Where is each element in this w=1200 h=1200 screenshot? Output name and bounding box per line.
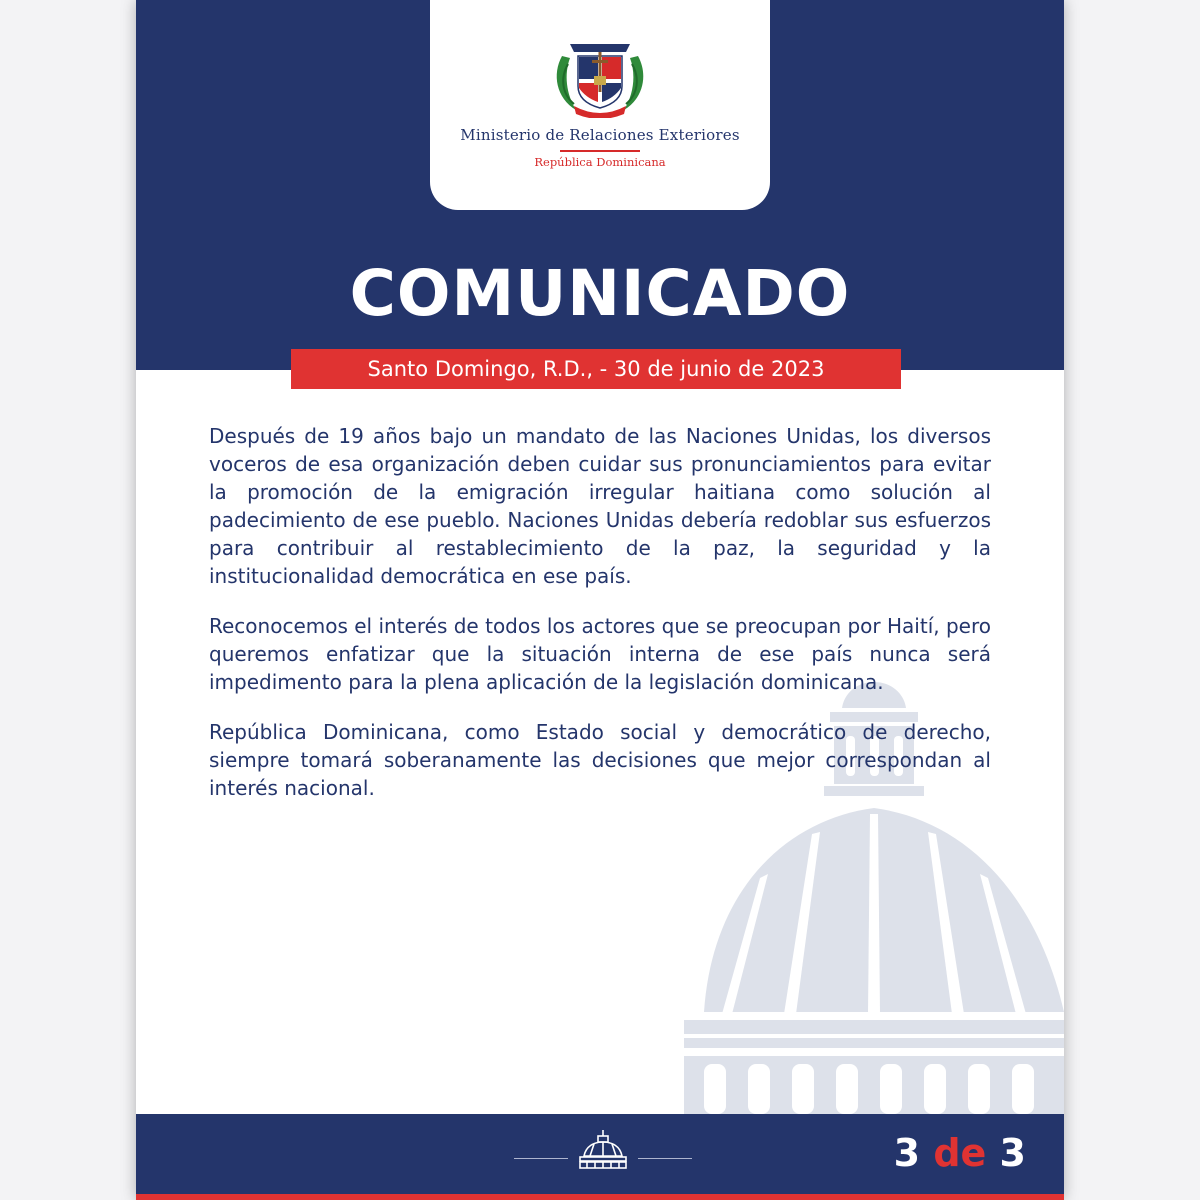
logo-card — [430, 0, 770, 210]
page-title: COMUNICADO — [349, 257, 851, 330]
dome-icon — [576, 1128, 630, 1170]
communique-page — [136, 0, 1064, 1200]
ministry-name: Ministerio de Relaciones Exteriores — [460, 126, 740, 144]
communique-body — [209, 422, 991, 824]
footer-divider-left — [514, 1158, 568, 1159]
coat-of-arms-icon — [548, 34, 652, 118]
page-counter — [836, 1130, 1026, 1176]
footer-divider-right — [638, 1158, 692, 1159]
dateline-text: Santo Domingo, R.D., - 30 de junio de 2023 — [367, 357, 825, 381]
page-total: 3 — [999, 1131, 1026, 1175]
ministry-divider — [560, 150, 640, 152]
body-paragraph-1: Después de 19 años bajo un mandato de las Naciones Unidas, los diversos voceros de esa organización deben cuidar sus pronunciamientos para evitar la promoción de la emigración irregular haitiana como solución al padecimiento de ese pueblo. Naciones Unidas debería redoblar sus esfuerzos para contribuir al restablecimiento de la paz, la seguridad y la institucionalidad democrática en ese país. — [209, 424, 991, 588]
body-paragraph-2: Reconocemos el interés de todos los actores que se preocupan por Haití, pero queremos enfatizar que la situación interna de ese país nunca será impedimento para la plena aplicación de la legislación dominicana. — [209, 614, 991, 694]
dateline-bar — [291, 349, 901, 389]
page-separator: de — [933, 1131, 987, 1175]
footer-red-stripe — [136, 1194, 1064, 1200]
body-paragraph-3: República Dominicana, como Estado social y democrático de derecho, siempre tomará soberanamente las decisiones que mejor correspondan al interés nacional. — [209, 720, 991, 800]
country-name: República Dominicana — [534, 155, 666, 169]
page-current: 3 — [893, 1131, 921, 1175]
